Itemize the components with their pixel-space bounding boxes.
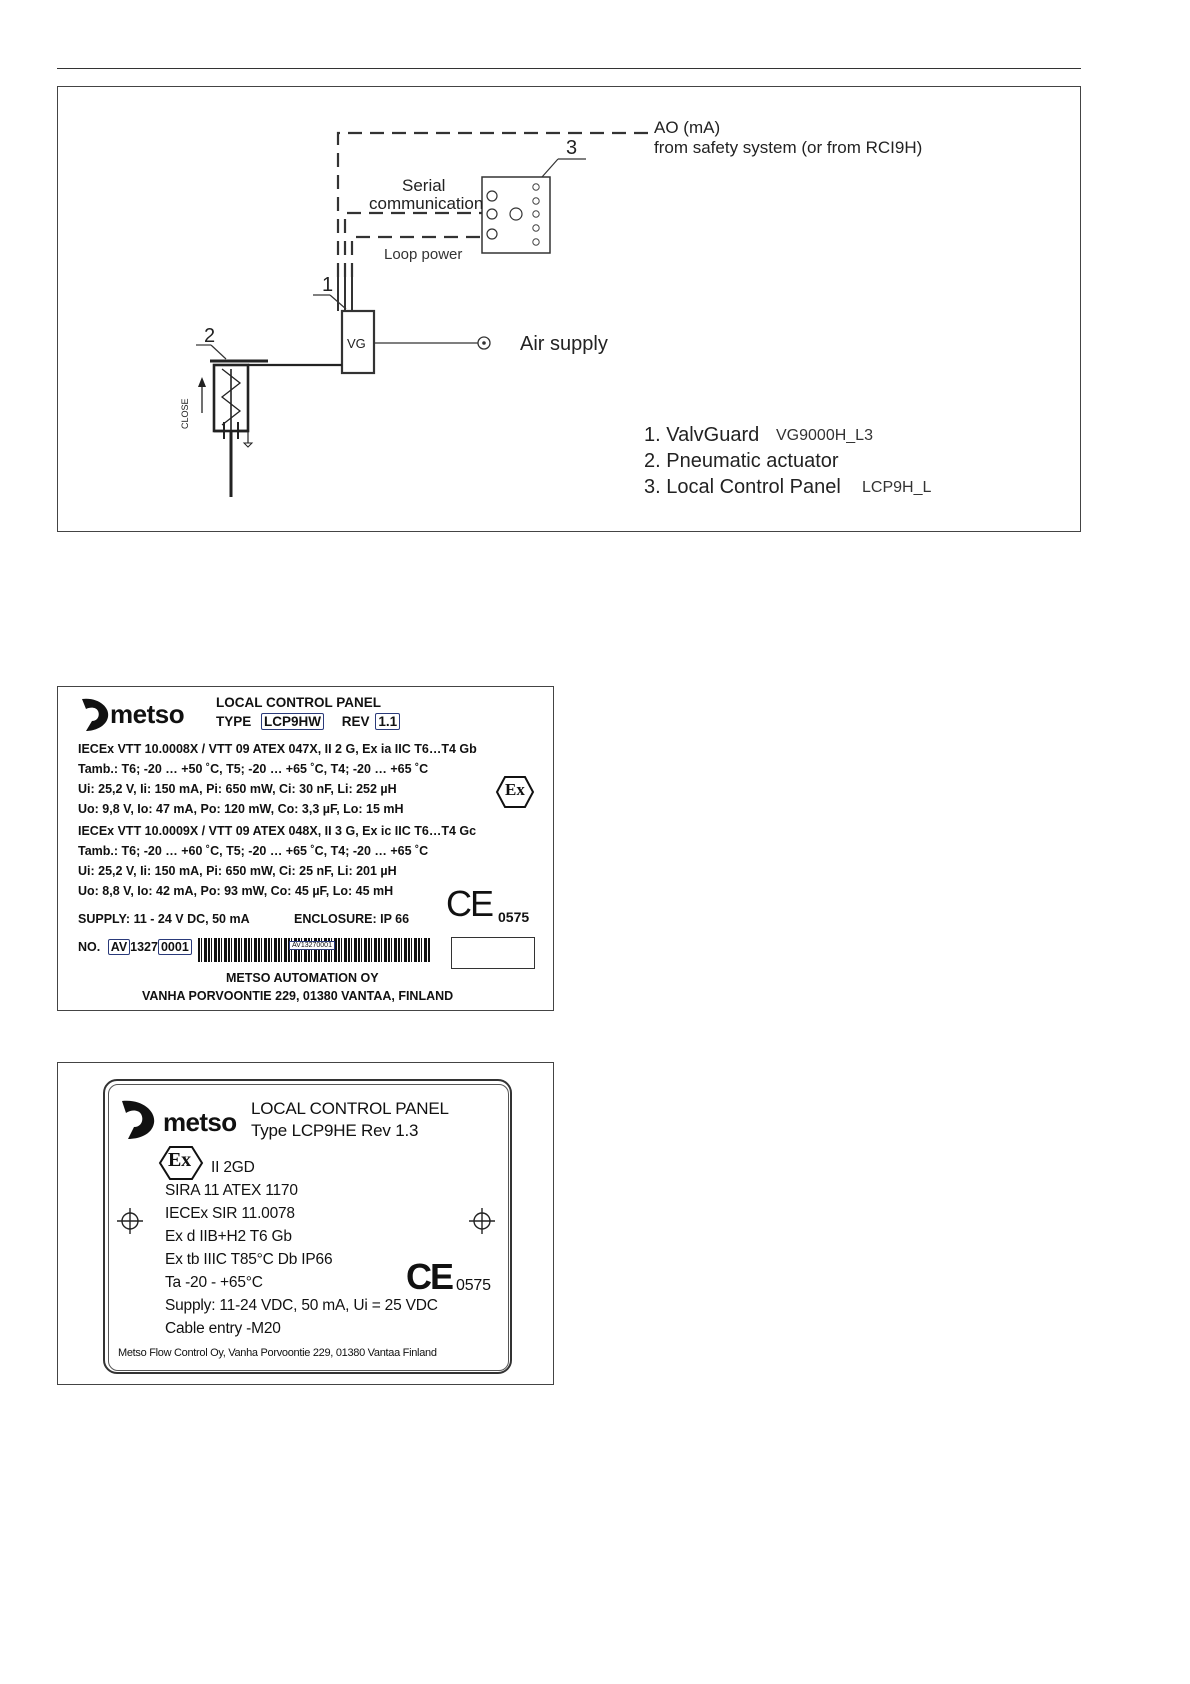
vg-label: VG bbox=[347, 336, 366, 351]
ce-number: 0575 bbox=[456, 1277, 491, 1294]
legend bbox=[644, 424, 931, 498]
callout-1: 1 bbox=[322, 274, 334, 296]
ce-mark: CE bbox=[446, 883, 493, 924]
mounting-hole-icon bbox=[116, 1207, 144, 1235]
ao-source-label: from safety system (or from RCI9H) bbox=[654, 138, 923, 157]
type-plate-lcp9he bbox=[57, 1062, 554, 1385]
ce-number: 0575 bbox=[498, 909, 530, 925]
cert-line-b2: Tamb.: T6; -20 … +60 ˚C, T5; -20 … +65 ˚C, T4; -20 … +65 ˚C bbox=[78, 844, 429, 858]
serial-label-2: communication bbox=[369, 194, 484, 213]
loop-power-label: Loop power bbox=[384, 246, 463, 263]
air-supply-label: Air supply bbox=[520, 333, 608, 355]
serial-label-1: Serial bbox=[402, 176, 446, 195]
cert-line-a2: Tamb.: T6; -20 … +50 ˚C, T5; -20 … +65 ˚C, T4; -20 … +65 ˚C bbox=[78, 762, 429, 776]
type-line bbox=[216, 714, 400, 729]
legend-code-3: LCP9H_L bbox=[862, 479, 932, 496]
valvguard-symbol bbox=[342, 311, 374, 373]
manufacturer-address: VANHA PORVOONTIE 229, 01380 VANTAA, FINLAND bbox=[142, 989, 454, 1003]
cert-line-a4: Uo: 9,8 V, Io: 47 mA, Po: 120 mW, Co: 3,3 µF, Lo: 15 mH bbox=[78, 802, 404, 816]
type-plate-lcp9hw bbox=[57, 686, 554, 1011]
rev-label: REV bbox=[341, 714, 370, 729]
enclosure-line: ENCLOSURE: IP 66 bbox=[294, 912, 410, 926]
cert-line-6: Supply: 11-24 VDC, 50 mA, Ui = 25 VDC bbox=[165, 1297, 438, 1314]
ce-mark: CE bbox=[406, 1256, 453, 1297]
brand-name: metso bbox=[110, 699, 185, 729]
callout-3: 3 bbox=[566, 137, 578, 159]
serial-no-label: NO. bbox=[78, 940, 101, 954]
cert-line-a1: IECEx VTT 10.0008X / VTT 09 ATEX 047X, II 2 G, Ex ia IIC T6…T4 Gb bbox=[78, 742, 477, 756]
plate-title: LOCAL CONTROL PANEL bbox=[251, 1099, 449, 1118]
blank-box bbox=[451, 937, 535, 969]
legend-item-2: 2. Pneumatic actuator bbox=[644, 450, 839, 472]
type-value: LCP9HW bbox=[261, 713, 324, 730]
rev-value: 1.1 bbox=[375, 713, 400, 730]
wiring-diagram bbox=[58, 87, 1082, 533]
cert-line-7: Cable entry -M20 bbox=[165, 1320, 281, 1337]
page-header-rule bbox=[57, 68, 1081, 69]
wiring-diagram-frame bbox=[57, 86, 1081, 532]
cert-line-b3: Ui: 25,2 V, Ii: 150 mA, Pi: 650 mW, Ci: 25 nF, Li: 201 µH bbox=[78, 864, 397, 878]
local-control-panel-symbol bbox=[482, 177, 550, 253]
cert-line-2: IECEx SIR 11.0078 bbox=[165, 1205, 295, 1222]
barcode-text: AV13270001 bbox=[289, 941, 335, 950]
callout-2: 2 bbox=[204, 325, 216, 347]
legend-item-1: 1. ValvGuard bbox=[644, 424, 760, 446]
type-line: Type LCP9HE Rev 1.3 bbox=[251, 1121, 419, 1140]
close-direction-arrow-icon bbox=[198, 377, 206, 413]
ao-label: AO (mA) bbox=[654, 118, 721, 137]
serial-no-prefix: AV bbox=[108, 939, 130, 955]
cert-line-5: Ta -20 - +65°C bbox=[165, 1274, 263, 1291]
close-label: CLOSE bbox=[180, 398, 190, 429]
serial-no-mid: 1327 bbox=[130, 940, 158, 954]
ex-mark: Ex bbox=[168, 1149, 191, 1171]
ex-mark: Ex bbox=[505, 780, 525, 799]
serial-no-suffix: 0001 bbox=[158, 939, 192, 955]
pneumatic-actuator-symbol bbox=[210, 361, 342, 497]
mounting-hole-icon bbox=[468, 1207, 496, 1235]
cert-line-1: SIRA 11 ATEX 1170 bbox=[165, 1182, 298, 1199]
cert-line-b4: Uo: 8,8 V, Io: 42 mA, Po: 93 mW, Co: 45 µF, Lo: 45 mH bbox=[78, 884, 394, 898]
manufacturer: METSO AUTOMATION OY bbox=[226, 971, 379, 985]
serial-number bbox=[78, 940, 192, 954]
brand-name: metso bbox=[163, 1107, 237, 1137]
supply-line: SUPPLY: 11 - 24 V DC, 50 mA bbox=[78, 912, 250, 926]
cert-line-4: Ex tb IIIC T85°C Db IP66 bbox=[165, 1251, 333, 1268]
legend-code-1: VG9000H_L3 bbox=[776, 427, 873, 444]
legend-item-3: 3. Local Control Panel bbox=[644, 476, 841, 498]
metso-logo-icon bbox=[78, 695, 114, 735]
type-label: TYPE bbox=[216, 714, 252, 729]
plate-title: LOCAL CONTROL PANEL bbox=[216, 695, 381, 710]
cert-line-a3: Ui: 25,2 V, Ii: 150 mA, Pi: 650 mW, Ci: 30 nF, Li: 252 µH bbox=[78, 782, 397, 796]
cert-line-b1: IECEx VTT 10.0009X / VTT 09 ATEX 048X, II 3 G, Ex ic IIC T6…T4 Gc bbox=[78, 824, 477, 838]
manufacturer-footer: Metso Flow Control Oy, Vanha Porvoontie 229, 01380 Vantaa Finland bbox=[118, 1347, 437, 1359]
metso-logo-icon bbox=[118, 1097, 160, 1143]
cert-line-3: Ex d IIB+H2 T6 Gb bbox=[165, 1228, 292, 1245]
ex-group: II 2GD bbox=[211, 1159, 255, 1176]
serial-comm-line bbox=[345, 213, 482, 277]
